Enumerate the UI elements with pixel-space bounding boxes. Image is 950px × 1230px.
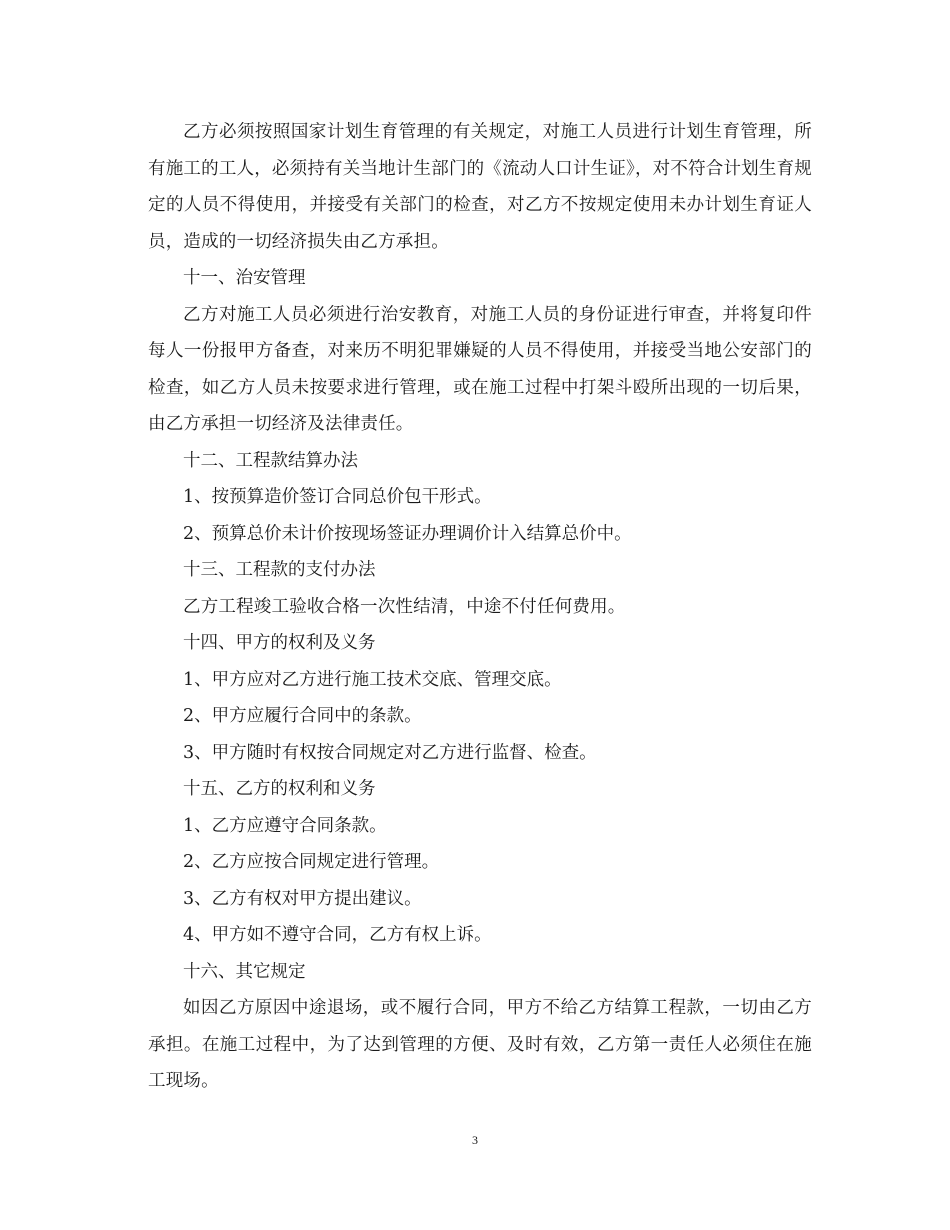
section-heading-other: 十六、其它规定	[183, 961, 306, 982]
list-item: 2、乙方应按合同规定进行管理。	[183, 852, 440, 872]
paragraph-security: 乙方对施工人员必须进行治安教育，对施工人员的身份证进行审查，并将复印件每人一份报甲方备查，对来历不明犯罪嫌疑的人员不得使用，并接受当地公安部门的检查，如乙方人员未按要求进行管理，或在施工过程中打架斗殴所出现的一切后果，由乙方承担一切经济及法律责任。	[148, 304, 812, 434]
paragraph-family-planning: 乙方必须按照国家计划生育管理的有关规定，对施工人员进行计划生育管理，所有施工的工人，必须持有关当地计生部门的《流动人口计生证》，对不符合计划生育规定的人员不得使用，并接受有关部门的检查，对乙方不按规定使用未办计划生育证人员，造成的一切经济损失由乙方承担。	[148, 122, 812, 252]
section-heading-party-b-rights: 十五、乙方的权利和义务	[183, 779, 376, 799]
paragraph-payment: 乙方工程竣工验收合格一次性结清，中途不付任何费用。	[183, 596, 626, 617]
section-heading-party-a-rights: 十四、甲方的权利及义务	[183, 633, 376, 653]
list-item: 3、乙方有权对甲方提出建议。	[183, 888, 422, 909]
section-heading-payment: 十三、工程款的支付办法	[183, 560, 376, 580]
list-item: 2、预算总价未计价按现场签证办理调价计入结算总价中。	[183, 523, 632, 544]
section-heading-settlement: 十二、工程款结算办法	[183, 450, 358, 471]
list-item: 1、甲方应对乙方进行施工技术交底、管理交底。	[183, 669, 562, 690]
list-item: 4、甲方如不遵守合同，乙方有权上诉。	[183, 925, 492, 945]
document-body	[148, 114, 812, 1100]
paragraph-other: 如因乙方原因中途退场，或不履行合同，甲方不给乙方结算工程款，一切由乙方承担。在施工过程中，为了达到管理的方便、及时有效，乙方第一责任人必须住在施工现场。	[148, 998, 812, 1091]
list-item: 2、甲方应履行合同中的条款。	[183, 706, 422, 726]
list-item: 1、按预算造价签订合同总价包干形式。	[183, 487, 492, 507]
list-item: 3、甲方随时有权按合同规定对乙方进行监督、检查。	[183, 742, 597, 763]
page-number: 3	[472, 1133, 478, 1147]
section-heading-security: 十一、治安管理	[183, 268, 306, 288]
list-item: 1、乙方应遵守合同条款。	[183, 815, 387, 836]
